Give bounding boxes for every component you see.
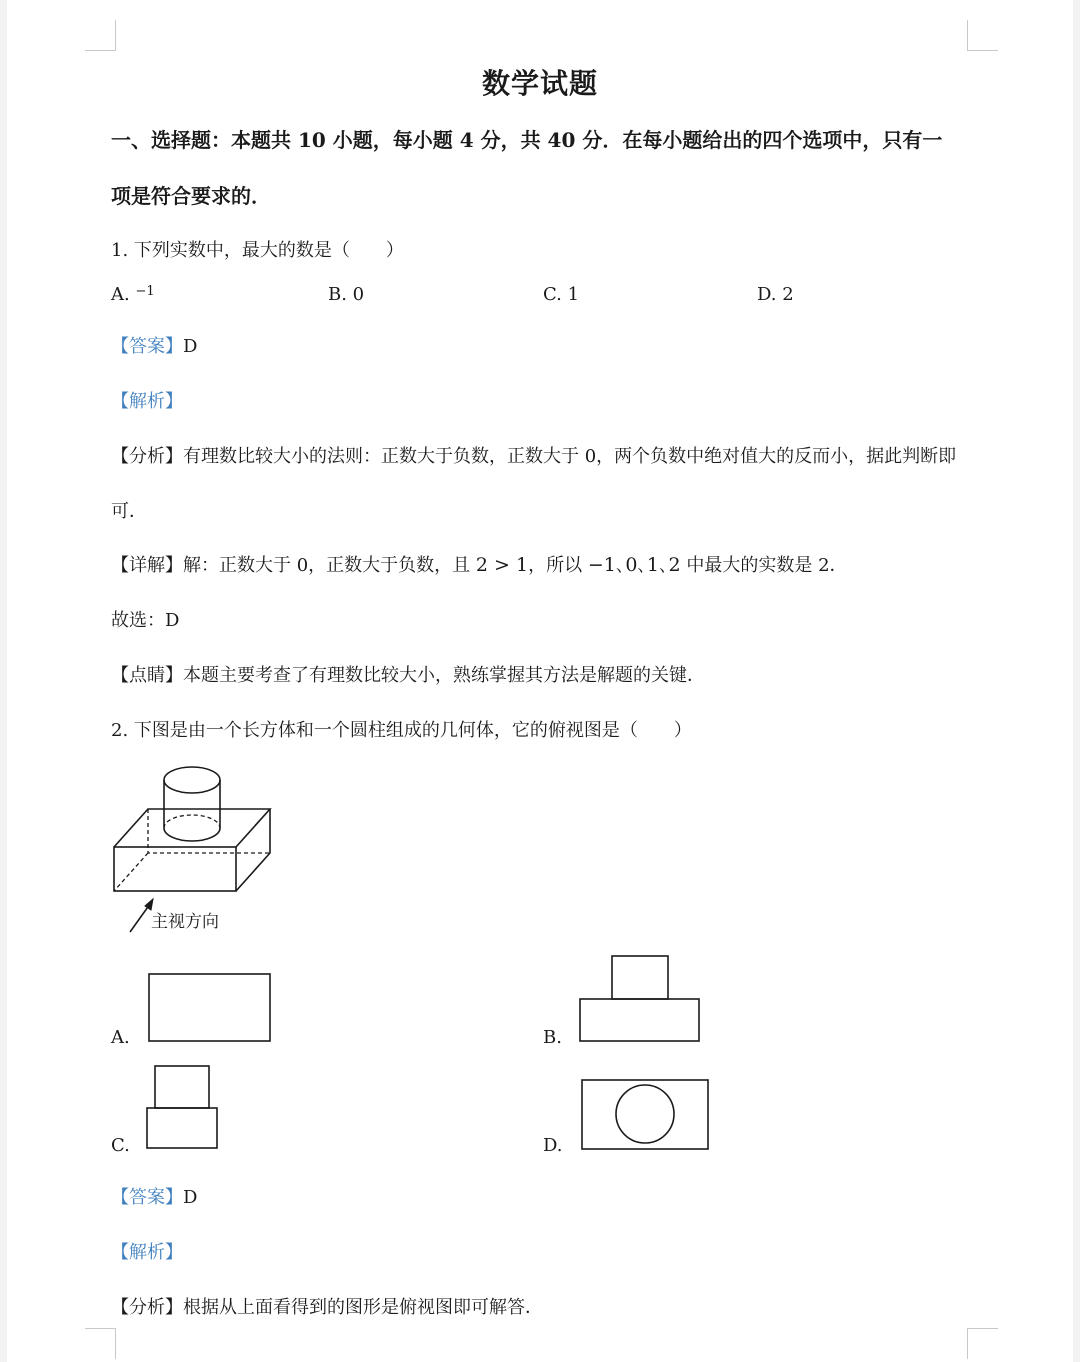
q1-detail-suffix: 中最大的实数是 2． xyxy=(686,555,848,576)
q1-choose: 故选：D xyxy=(111,610,180,631)
section-heading-line1: 一、选择题：本题共 10 小题，每小题 4 分，共 40 分．在每小题给出的四个选项中，只有一 xyxy=(111,128,943,152)
q2-figure-direction-label: 主视方向 xyxy=(151,912,219,932)
q2-answer-value: D xyxy=(183,1187,198,1208)
q1-detail-math-list: −1､0､1､2 xyxy=(587,554,681,576)
q1-fenxi-line2: 可． xyxy=(111,501,147,522)
q1-detail-prefix: 【详解】解：正数大于 0，正数大于负数，且 xyxy=(111,555,471,576)
q1-stem: 1. 下列实数中，最大的数是（ ） xyxy=(111,240,404,261)
q2-option-c-label: C. xyxy=(111,1135,130,1156)
q1-option-d: D. 2 xyxy=(757,284,794,305)
q2-option-d-label: D. xyxy=(543,1135,563,1156)
q2-fenxi: 【分析】根据从上面看得到的图形是俯视图即可解答． xyxy=(111,1297,543,1318)
q2-option-b-label: B. xyxy=(543,1027,562,1048)
q2-answer-tag: 【答案】 xyxy=(111,1187,183,1208)
document-title: 数学试题 xyxy=(481,67,598,100)
q1-option-b: B. 0 xyxy=(328,284,365,305)
corner-mark-top-left xyxy=(85,20,116,51)
q1-answer-tag: 【答案】 xyxy=(111,336,183,357)
q1-option-a-value: −1 xyxy=(135,284,155,299)
q2-stem: 2. 下图是由一个长方体和一个圆柱组成的几何体，它的俯视图是（ ） xyxy=(111,720,692,741)
q1-option-c: C. 1 xyxy=(543,284,580,305)
q1-fenxi-line1: 【分析】有理数比较大小的法则：正数大于负数，正数大于 0，两个负数中绝对值大的反而小，据此判断即 xyxy=(111,446,957,467)
document-page xyxy=(7,0,1073,1362)
q2-analysis-tag: 【解析】 xyxy=(111,1242,183,1263)
q1-detail-mid: ，所以 xyxy=(528,555,583,576)
q2-answer xyxy=(111,1183,197,1209)
corner-mark-top-right xyxy=(967,20,998,51)
q1-answer xyxy=(111,332,197,358)
q1-analysis-tag: 【解析】 xyxy=(111,391,183,412)
q1-detail xyxy=(111,550,848,577)
section-heading-line2: 项是符合要求的． xyxy=(111,184,271,208)
corner-mark-bottom-right xyxy=(967,1328,998,1359)
q1-remark: 【点睛】本题主要考查了有理数比较大小，熟练掌握其方法是解题的关键． xyxy=(111,665,705,686)
q2-option-d-figure xyxy=(7,0,8,1)
q1-detail-math-inequality: 2 > 1 xyxy=(475,554,529,576)
q1-answer-value: D xyxy=(183,336,198,357)
q2-option-a-label: A. xyxy=(111,1027,130,1048)
q1-option-a xyxy=(111,284,155,305)
q1-option-a-label: A. xyxy=(111,284,130,305)
corner-mark-bottom-left xyxy=(85,1328,116,1359)
